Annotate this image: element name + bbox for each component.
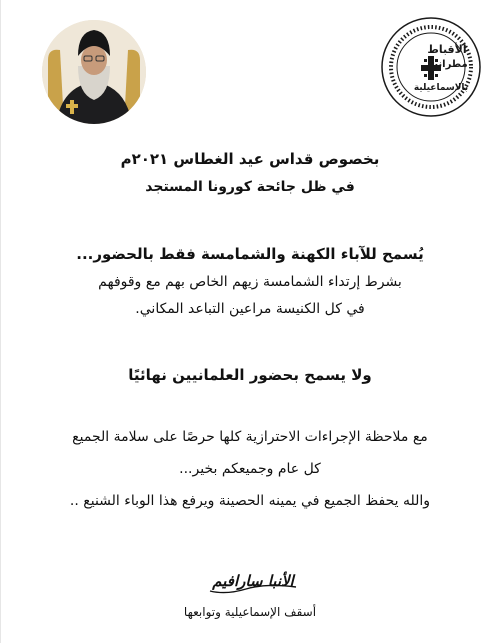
announcement-title: بخصوص قداس عيد الغطاس ٢٠٢١م — [120, 150, 380, 168]
seal-text-line1: الأقباط — [427, 43, 467, 56]
note-line-3: والله يحفظ الجميع في يمينه الحصينة ويرفع هذا الوباء الشنيع .. — [69, 493, 431, 509]
signer-title: أسقف الإسماعيلية وتوابعها — [183, 605, 317, 619]
condition-line-1: بشرط إرتداء الشمامسة زيهم الخاص بهم مع وقوفهم — [98, 274, 402, 290]
seal-text-line3: بالاسماعيلية — [413, 83, 469, 93]
prohibition-line: ولا يسمح بحضور العلمانيين نهائيًا — [128, 366, 372, 384]
condition-line-2: في كل الكنيسة مراعين التباعد المكاني. — [135, 301, 365, 317]
note-line-2: كل عام وجميعكم بخير... — [179, 461, 321, 477]
permission-line: يُسمح للآباء الكهنة والشمامسة فقط بالحضور... — [76, 245, 424, 263]
signature-name: الأنبا سارافيم — [212, 572, 294, 590]
bishop-portrait-image — [42, 20, 146, 124]
seal-text-line2: مطرانية — [428, 59, 468, 70]
note-line-1: مع ملاحظة الإجراءات الاحترازية كلها حرصًا على سلامة الجميع — [72, 429, 428, 445]
bishop-portrait-icon — [42, 20, 146, 124]
announcement-subtitle: في ظل جائحة كورونا المستجد — [145, 179, 355, 195]
